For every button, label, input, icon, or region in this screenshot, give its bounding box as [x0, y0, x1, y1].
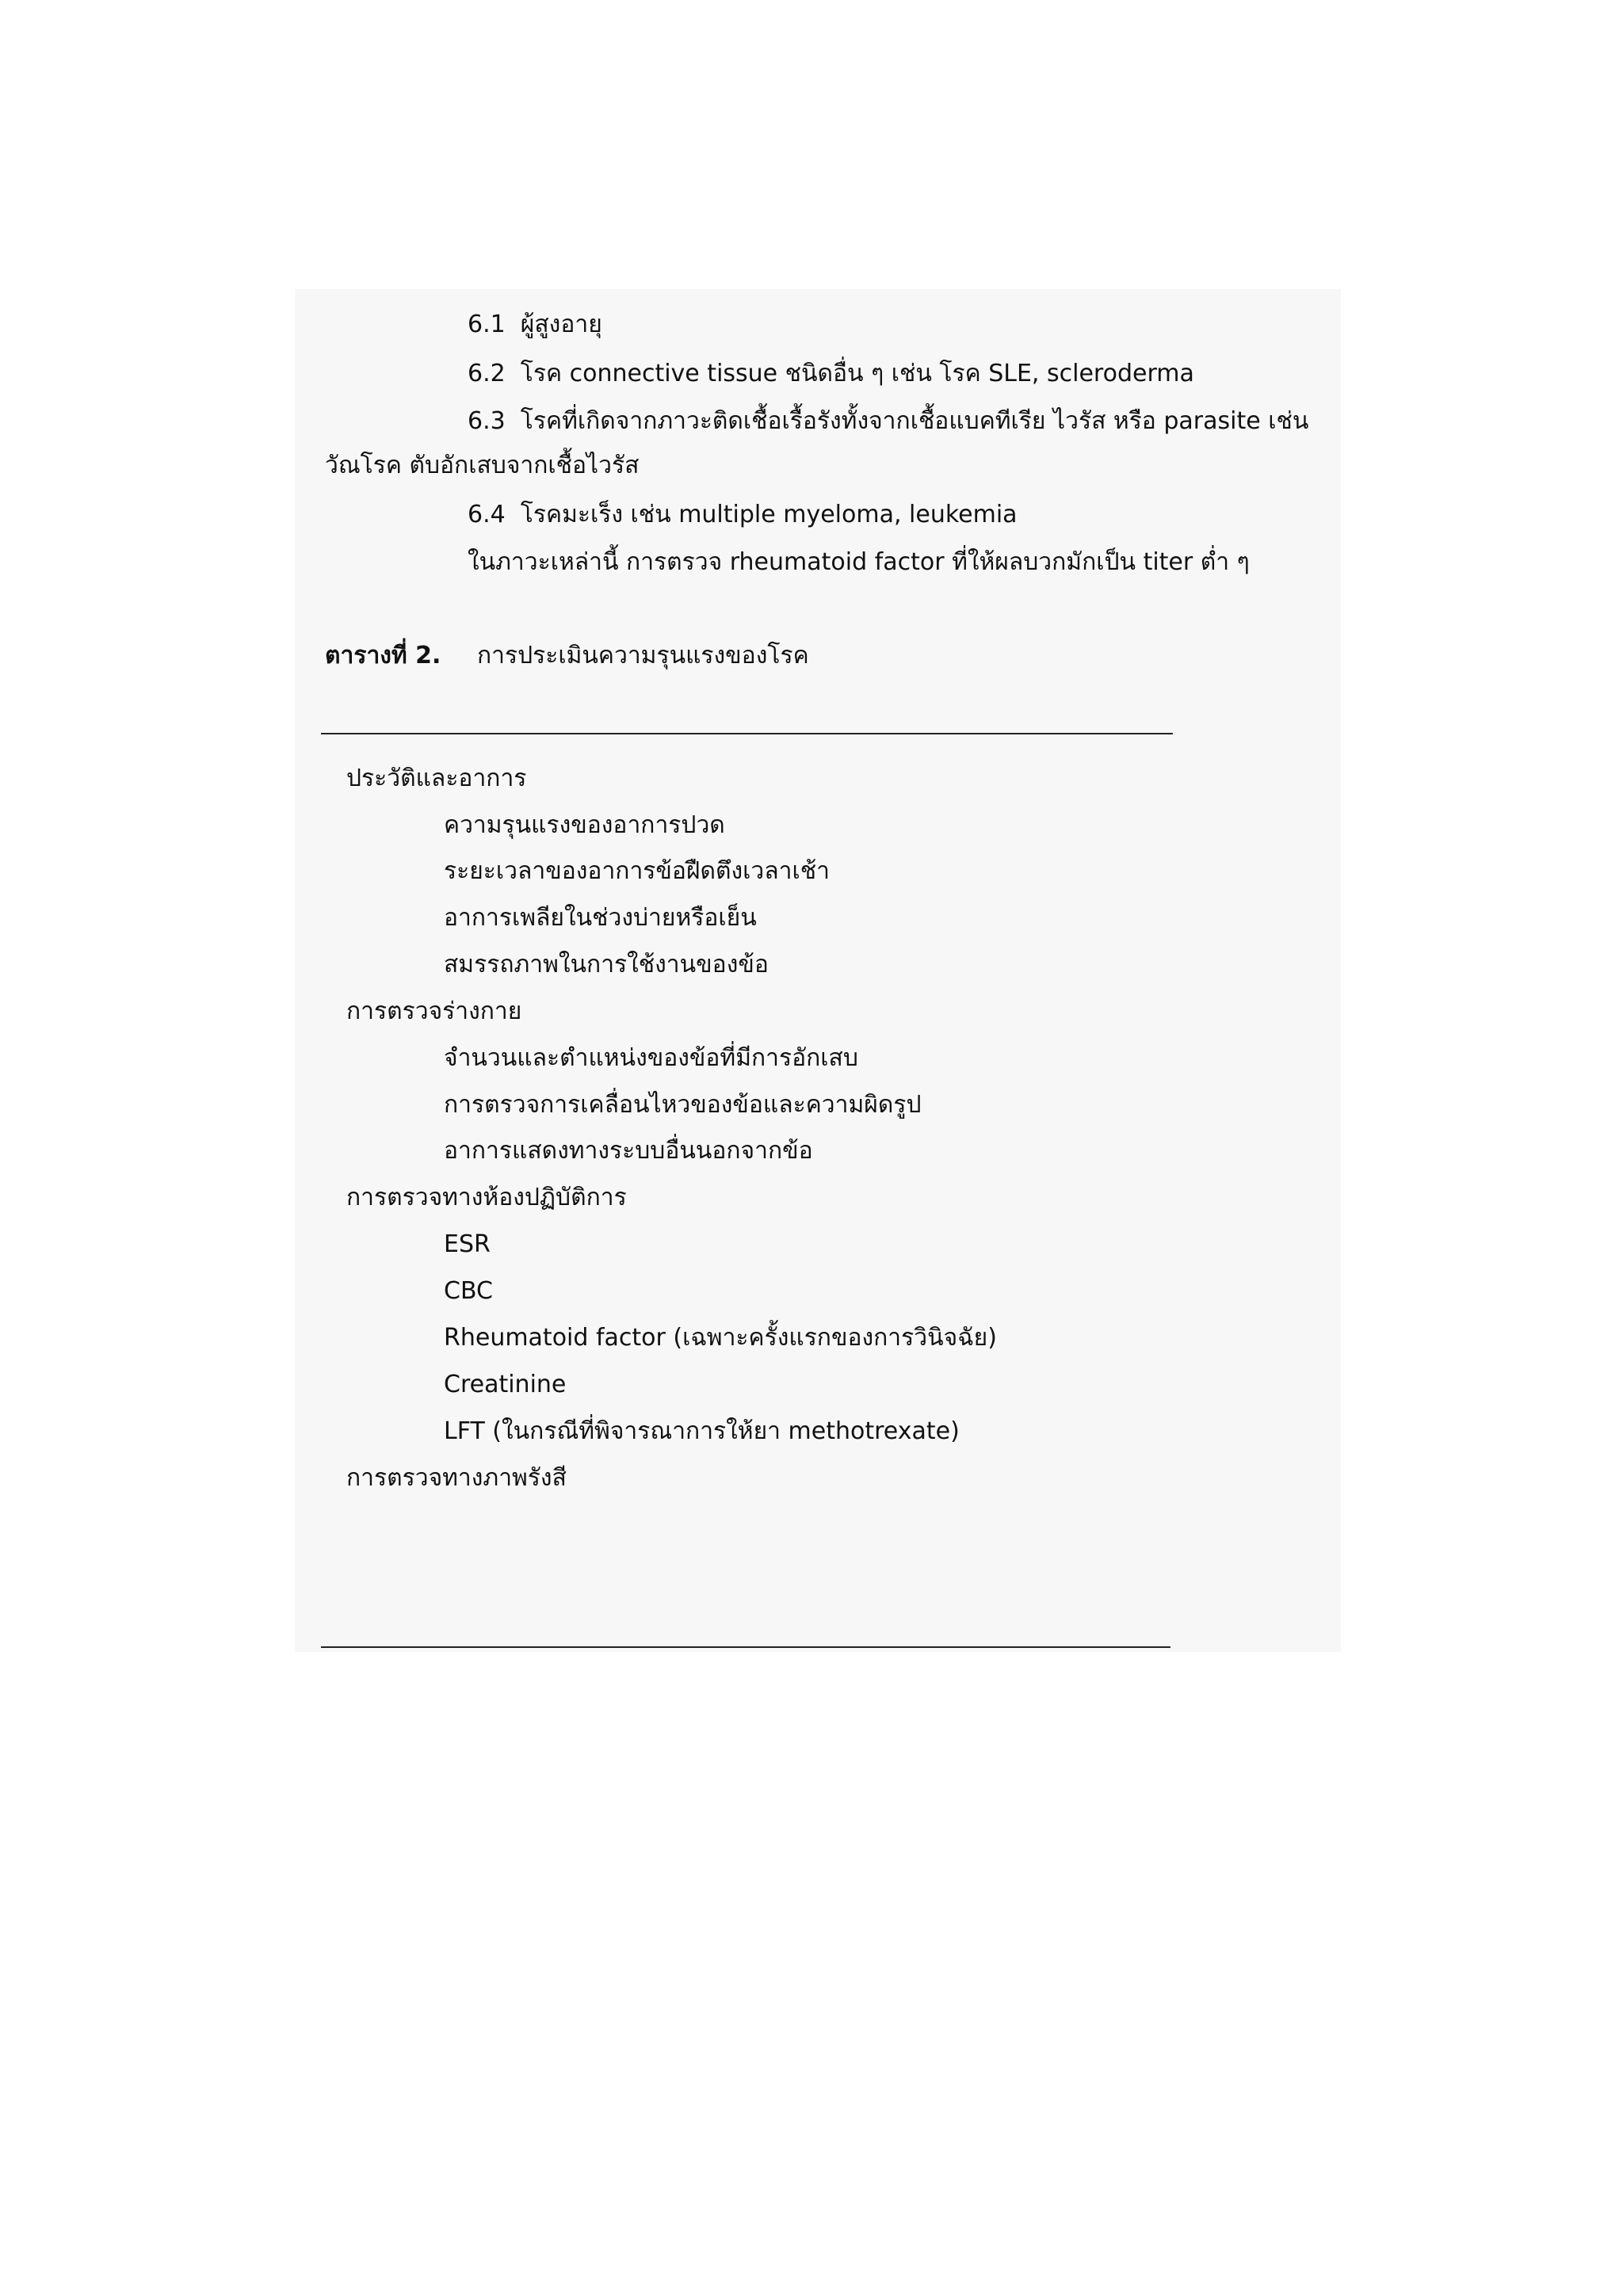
list-item-6-2 [468, 358, 1194, 390]
item-text: โรคมะเร็ง เช่น multiple myeloma, leukemia [520, 501, 1018, 528]
table-caption [325, 640, 809, 672]
table-section-heading: ประวัติและอาการ [346, 765, 527, 792]
item-text: โรคที่เกิดจากภาวะติดเชื้อเรื้อรังทั้งจากเชื้อแบคทีเรีย ไวรัส หรือ parasite เช่น [520, 407, 1309, 435]
item-number: 6.4 [468, 501, 506, 528]
table-row: LFT (ในกรณีที่พิจารณาการให้ยา methotrexate) [444, 1417, 960, 1445]
table-row: ESR [444, 1230, 491, 1258]
table-row: อาการเพลียในช่วงบ่ายหรือเย็น [444, 904, 757, 932]
table-caption-text: การประเมินความรุนแรงของโรค [476, 642, 809, 669]
table-top-rule [321, 733, 1173, 734]
table-section-heading: การตรวจทางภาพรังสี [346, 1464, 567, 1492]
table-row: สมรรถภาพในการใช้งานของข้อ [444, 951, 769, 978]
item-number: 6.1 [468, 311, 506, 338]
table-row: Creatinine [444, 1371, 567, 1398]
table-row: ระยะเวลาของอาการข้อฝืดตึงเวลาเช้า [444, 857, 830, 885]
table-caption-label: ตารางที่ 2. [325, 642, 441, 669]
item-number: 6.3 [468, 407, 506, 435]
table-row: CBC [444, 1277, 493, 1305]
list-item-6-3 [468, 406, 1331, 437]
item-text: โรค connective tissue ชนิดอื่น ๆ เช่น โรค SLE, scleroderma [520, 360, 1194, 387]
table-row: การตรวจการเคลื่อนไหวของข้อและความผิดรูป [444, 1091, 922, 1119]
list-item-6-4 [468, 499, 1018, 531]
table-row: อาการแสดงทางระบบอื่นนอกจากข้อ [444, 1137, 813, 1165]
item-text: ผู้สูงอายุ [520, 311, 602, 338]
table-section-heading: การตรวจทางห้องปฏิบัติการ [346, 1184, 627, 1211]
table-row: ความรุนแรงของอาการปวด [444, 811, 725, 839]
table-section-heading: การตรวจร่างกาย [346, 997, 522, 1025]
table-row: Rheumatoid factor (เฉพาะครั้งแรกของการวินิจฉัย) [444, 1324, 997, 1352]
table-row: จำนวนและตำแหน่งของข้อที่มีการอักเสบ [444, 1044, 858, 1072]
list-item-6-3-continuation: วัณโรค ตับอักเสบจากเชื้อไวรัส [325, 452, 640, 479]
list-item-6-1 [468, 309, 602, 341]
table-bottom-rule [321, 1646, 1170, 1648]
paragraph-note: ในภาวะเหล่านี้ การตรวจ rheumatoid factor ที่ให้ผลบวกมักเป็น titer ต่ำ ๆ [468, 548, 1250, 576]
item-number: 6.2 [468, 360, 506, 387]
